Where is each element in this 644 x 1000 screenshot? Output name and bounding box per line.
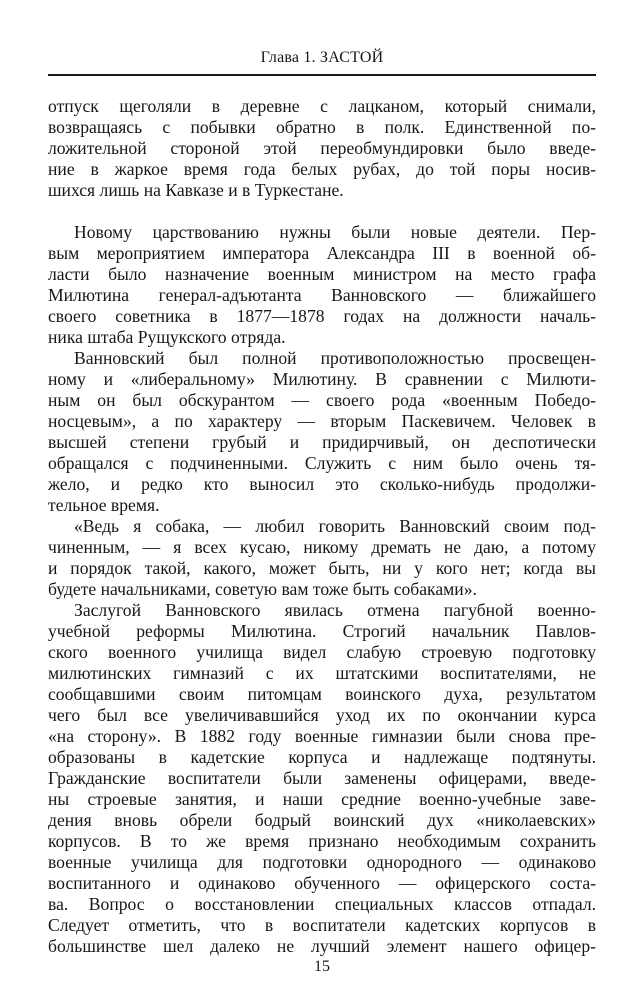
text-line: военные училища для подготовки однородного — одинаково [48,852,596,872]
text-line: милютинских гимназий с их штатскими воспитателями, не [48,663,596,683]
text-line: корпусов. В то же время признано необходимым сохранить [48,831,596,851]
paragraph-vannovsky-character [48,348,596,516]
text-line: жело, и редко кто выносил это сколько-нибудь продолжи- [48,474,596,494]
text-line: шихся лишь на Кавказе и в Туркестане. [48,180,344,200]
text-line: Гражданские воспитатели были заменены офицерами, введе- [48,768,596,788]
text-line: ному и «либеральному» Милютину. В сравнении с Милюти- [48,369,596,389]
page-number: 15 [314,958,330,975]
text-line: Следует отметить, что в воспитатели кадетских корпусов в [48,915,596,935]
text-line: «на сторону». В 1882 году военные гимназии были снова пре- [48,726,596,746]
text-line: Милютина генерал-адъютанта Ванновского — ближайшего [48,285,596,305]
text-line: ным он был обскурантом — своего рода «военным Победо- [48,390,596,410]
text-line: образованы в кадетские корпуса и надлежаще подтянуты. [48,747,596,767]
text-line: воспитанного и одинаково обученного — офицерского соста- [48,873,596,893]
paragraph-continued [48,96,596,201]
paragraph-new-reign [48,222,596,348]
text-line: ны строевые занятия, и наши средние военно-учебные заве- [48,789,596,809]
text-line: возвращаясь с побывки обратно в полк. Единственной по- [48,117,596,137]
text-line: чего был все увеличивавшийся уход их по окончании курса [48,705,596,725]
text-line: и порядок такой, какого, может быть, ни у кого нет; когда вы [48,558,596,578]
text-line: ника штаба Рущукского отряда. [48,327,286,347]
paragraph-reform [48,600,596,957]
text-line: Заслугой Ванновского явилась отмена пагубной военно- [74,600,596,620]
running-head: Глава 1. ЗАСТОЙ [260,49,384,66]
text-line: высшей степени грубый и придирчивый, он деспотически [48,432,596,452]
text-line: дения вновь обрели бодрый воинский дух «николаевских» [48,810,596,830]
text-line: «Ведь я собака, — любил говорить Ванновский своим под- [74,516,596,536]
text-line: чиненным, — я всех кусаю, никому дремать не даю, а потому [48,537,596,557]
text-line: вым мероприятием императора Александра III в военной об- [48,243,596,263]
text-line: ва. Вопрос о восстановлении специальных классов отпадал. [48,894,596,914]
text-line: ние в жаркое время года белых рубах, до той поры носив- [48,159,596,179]
text-line: большинстве шел далеко не лучший элемент нашего офицер- [48,936,596,956]
text-line: обращался с подчиненными. Служить с ним было очень тя- [48,453,596,473]
text-line: ласти было назначение военным министром на место графа [48,264,596,284]
header-rule [48,74,596,76]
text-line: учебной реформы Милютина. Строгий начальник Павлов- [48,621,596,641]
text-line: отпуск щеголяли в деревне с лацканом, который снимали, [48,96,596,116]
text-line: ложительной стороной этой переобмундировки было введе- [48,138,596,158]
text-line: Ванновский был полной противоположностью просвещен- [74,348,596,368]
text-line: Новому царствованию нужны были новые деятели. Пер- [74,222,596,242]
text-line: сообщавшими своим питомцам воинского духа, результатом [48,684,596,704]
text-line: носцевым», а по характеру — вторым Паскевичем. Человек в [48,411,596,431]
text-line: ского военного училища видел слабую строевую подготовку [48,642,596,662]
text-line: тельное время. [48,495,160,515]
paragraph-quote [48,516,596,600]
text-line: будете начальниками, советую вам тоже быть собаками». [48,579,477,599]
text-line: своего советника в 1877—1878 годах на должности началь- [48,306,596,326]
